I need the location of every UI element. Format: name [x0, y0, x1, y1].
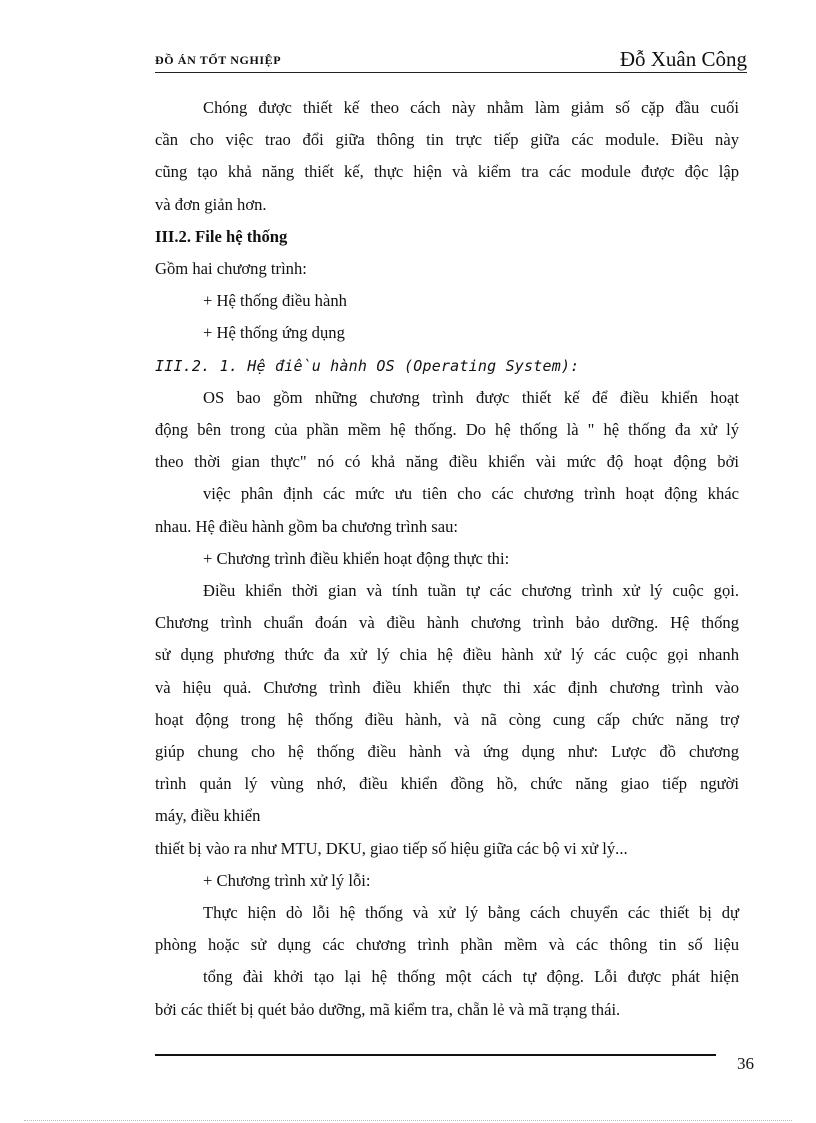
- footer-rule: [155, 1054, 716, 1056]
- list-item: + Chương trình xử lý lỗi:: [203, 870, 371, 890]
- page-bottom-border: [24, 1120, 792, 1121]
- text-line: và hiệu quả. Chương trình điều khiển thực thi xác định chương trình vào: [155, 677, 739, 697]
- text-line: cũng tạo khả năng thiết kế, thực hiện và kiểm tra các module được độc lập: [155, 162, 739, 182]
- text-line: Chóng được thiết kế theo cách này nhằm làm giảm số cặp đầu cuối: [203, 98, 739, 117]
- list-item: + Hệ thống điều hành: [203, 291, 347, 311]
- text-line: Điều khiển thời gian và tính tuần tự các chương trình xử lý cuộc gọi.: [203, 581, 739, 601]
- text-line: việc phân định các mức ưu tiên cho các chương trình hoạt động khác: [203, 484, 739, 504]
- header-rule: [155, 72, 747, 73]
- paragraph-restart: [155, 961, 739, 1025]
- running-header-author: Đỗ Xuân Công: [619, 47, 747, 71]
- text-line: giúp chung cho hệ thống điều hành và ứng dụng như: Lược đồ chương: [155, 742, 739, 762]
- text-line: Thực hiện dò lỗi hệ thống và xử lý bằng cách chuyển các thiết bị dự: [203, 903, 739, 923]
- section-heading: III.2. File hệ thống: [155, 226, 288, 246]
- subsection-heading: III.2. 1. Hệ điều hành OS (Operating System):: [155, 356, 580, 375]
- text-line: Chương trình chuẩn đoán và điều hành chương trình bảo dưỡng. Hệ thống: [155, 613, 739, 633]
- text-line: bởi các thiết bị quét bảo dưỡng, mã kiểm tra, chẵn lẻ và mã trạng thái.: [155, 999, 621, 1019]
- running-header-title: ĐỒ ÁN TỐT NGHIỆP: [155, 53, 282, 67]
- page-body: [155, 92, 739, 1026]
- text-line: thiết bị vào ra như MTU, DKU, giao tiếp số hiệu giữa các bộ vi xử lý...: [155, 838, 628, 858]
- paragraph-executive: [155, 575, 739, 833]
- text-line: hoạt động trong hệ thống điều hành, và nã còng cung cấp chức năng trợ: [155, 709, 739, 729]
- page-number: 36: [737, 1054, 754, 1073]
- text-line: trình quản lý vùng nhớ, điều khiển đồng hồ, chức năng giao tiếp người: [155, 774, 739, 794]
- paragraph-error: [155, 897, 739, 961]
- list-item: + Chương trình điều khiển hoạt động thực thi:: [203, 548, 510, 568]
- paragraph-priority: [155, 478, 739, 542]
- text-line: phòng hoặc sử dụng các chương trình phần mềm và các thông tin số liệu: [155, 935, 739, 955]
- text-line: và đơn giản hơn.: [155, 194, 267, 214]
- text-line: cần cho việc trao đổi giữa thông tin trực tiếp giữa các module. Điều này: [155, 130, 739, 150]
- text-line: Gồm hai chương trình:: [155, 259, 307, 279]
- text-line: máy, điều khiển: [155, 806, 261, 826]
- text-line: động bên trong của phần mềm hệ thống. Do hệ thống là " hệ thống đa xử lý: [155, 420, 739, 440]
- text-line: tổng đài khởi tạo lại hệ thống một cách tự động. Lỗi được phát hiện: [203, 967, 739, 987]
- text-line: sử dụng phương thức đa xử lý chia hệ điều hành xử lý các cuộc gọi nhanh: [155, 645, 739, 665]
- paragraph-intro: [155, 92, 739, 221]
- text-line: theo thời gian thực" nó có khả năng điều khiển vài mức độ hoạt động bởi: [155, 452, 739, 472]
- paragraph-os: [155, 382, 739, 479]
- text-line: OS bao gồm những chương trình được thiết kế để điều khiển hoạt: [203, 387, 739, 407]
- list-item: + Hệ thống ứng dụng: [203, 323, 345, 343]
- text-line: nhau. Hệ điều hành gồm ba chương trình sau:: [155, 516, 459, 536]
